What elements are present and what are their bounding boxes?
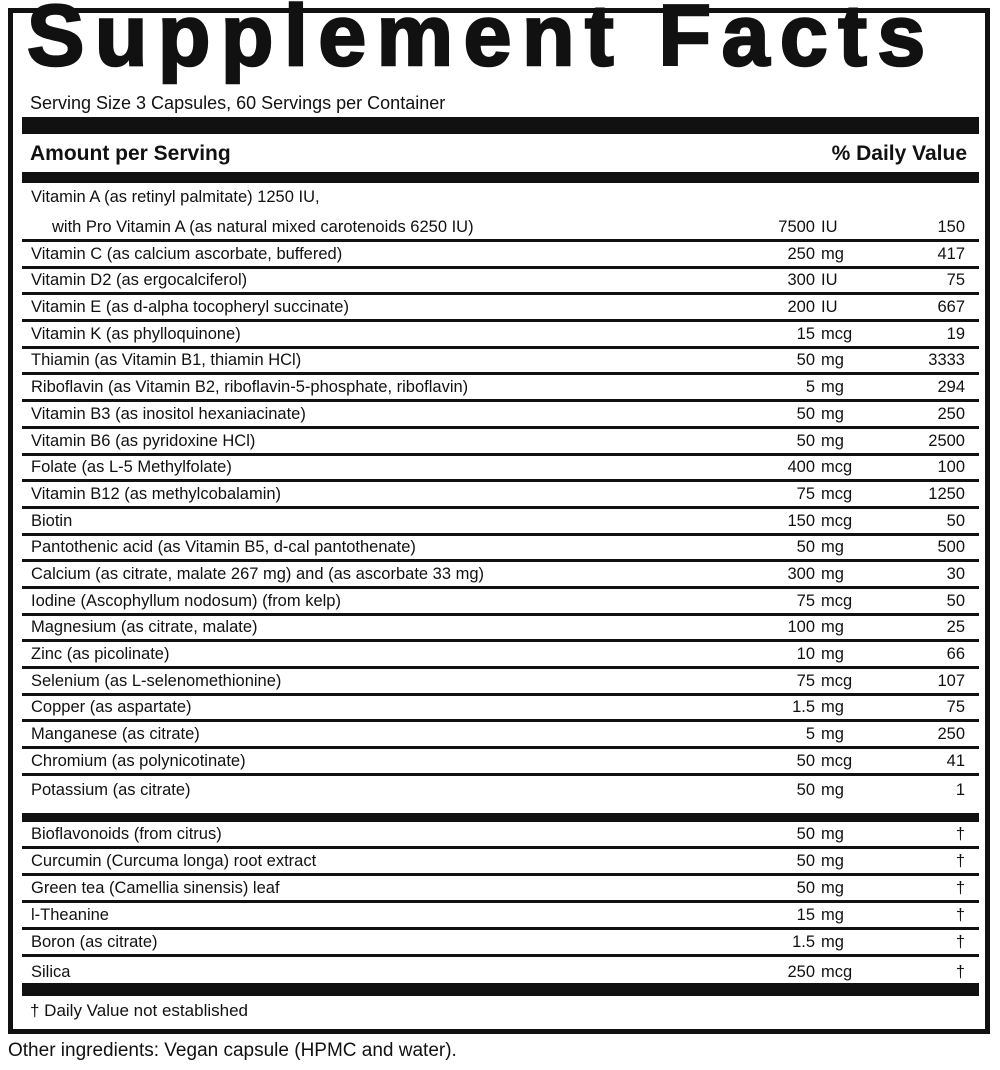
- nutrient-amount: 300: [787, 271, 815, 290]
- nutrient-unit: mg: [821, 879, 844, 897]
- nutrient-row: [22, 349, 979, 376]
- nutrient-daily-value: 150: [937, 218, 965, 236]
- nutrient-unit: mcg: [821, 484, 853, 503]
- nutrient-name: Biotin: [31, 511, 73, 530]
- nutrient-daily-value: †: [955, 906, 965, 924]
- nutrient-row: [22, 776, 979, 803]
- nutrient-amount: 75: [796, 484, 815, 503]
- nutrient-daily-value: †: [955, 852, 965, 870]
- other-ingredients: Other ingredients: Vegan capsule (HPMC and water).: [8, 1040, 457, 1061]
- nutrient-amount: 200: [787, 298, 815, 317]
- nutrient-amount: 15: [796, 324, 815, 343]
- nutrient-name: Manganese (as citrate): [31, 725, 200, 744]
- nutrient-amount: 250: [787, 244, 815, 263]
- nutrient-amount: 5: [805, 378, 815, 397]
- nutrient-unit: mcg: [821, 324, 853, 343]
- nutrient-amount: 50: [796, 351, 815, 370]
- nutrient-amount: 50: [796, 852, 815, 870]
- nutrient-name: Vitamin D2 (as ergocalciferol): [31, 271, 248, 290]
- thick-divider: [22, 813, 979, 822]
- nutrient-name: Thiamin (as Vitamin B1, thiamin HCl): [31, 351, 302, 370]
- nutrient-row: [22, 696, 979, 723]
- nutrient-unit: IU: [821, 298, 838, 317]
- nutrient-daily-value: 50: [946, 591, 965, 610]
- nutrient-name: Vitamin K (as phylloquinone): [31, 324, 241, 343]
- nutrient-row: [22, 536, 979, 563]
- nutrient-unit: mg: [821, 781, 844, 800]
- nutrient-row: [22, 722, 979, 749]
- nutrient-name: Magnesium (as citrate, malate): [31, 618, 258, 637]
- nutrient-unit: mg: [821, 825, 844, 843]
- nutrient-amount: 300: [787, 564, 815, 583]
- daily-value-header: % Daily Value: [831, 142, 967, 165]
- nutrient-amount: 400: [787, 458, 815, 477]
- nutrient-daily-value: 100: [937, 458, 965, 477]
- nutrient-name: l-Theanine: [31, 906, 109, 924]
- nutrient-row: [22, 642, 979, 669]
- nutrient-unit: mg: [821, 852, 844, 870]
- nutrient-unit: mg: [821, 378, 844, 397]
- nutrient-amount: 250: [787, 963, 815, 981]
- thick-divider: [22, 117, 979, 134]
- nutrient-row: [22, 616, 979, 643]
- nutrient-daily-value: 75: [946, 698, 965, 717]
- nutrient-row: [22, 509, 979, 536]
- nutrient-name: Curcumin (Curcuma longa) root extract: [31, 852, 317, 870]
- nutrient-unit: mg: [821, 645, 844, 663]
- nutrient-name: Vitamin B12 (as methylcobalamin): [31, 484, 282, 503]
- nutrient-unit: IU: [821, 271, 838, 290]
- nutrient-row: [22, 562, 979, 589]
- nutrient-daily-value: 66: [946, 645, 965, 663]
- nutrient-name: Iodine (Ascophyllum nodosum) (from kelp): [31, 591, 341, 610]
- nutrient-name-line2: with Pro Vitamin A (as natural mixed carotenoids 6250 IU): [52, 218, 474, 236]
- nutrient-amount: 50: [796, 431, 815, 450]
- nutrient-amount: 10: [796, 645, 815, 663]
- nutrient-daily-value: 1250: [928, 484, 965, 503]
- nutrient-daily-value: 41: [946, 751, 965, 770]
- nutrient-amount: 75: [796, 671, 815, 690]
- supplement-facts-panel: [8, 0, 990, 1034]
- amount-per-serving-header: Amount per Serving: [30, 142, 231, 165]
- nutrient-amount: 15: [796, 906, 815, 924]
- nutrient-daily-value: †: [955, 879, 965, 897]
- nutrient-unit: mg: [821, 618, 844, 637]
- nutrient-daily-value: 250: [937, 725, 965, 744]
- nutrient-name: Bioflavonoids (from citrus): [31, 825, 222, 843]
- nutrient-row: [22, 375, 979, 402]
- nutrient-unit: mg: [821, 933, 844, 951]
- nutrient-table: [22, 185, 979, 802]
- nutrient-amount: 5: [805, 725, 815, 744]
- nutrient-daily-value: 417: [937, 244, 965, 263]
- nutrient-row: [22, 903, 979, 930]
- nutrient-amount: 1.5: [792, 698, 815, 717]
- nutrient-unit: mcg: [821, 591, 853, 610]
- nutrient-row: [22, 456, 979, 483]
- nutrient-amount: 50: [796, 879, 815, 897]
- nutrient-amount: 150: [787, 511, 815, 530]
- nutrient-name: Copper (as aspartate): [31, 698, 192, 717]
- nutrient-amount: 50: [796, 751, 815, 770]
- nutrient-unit: mg: [821, 725, 844, 744]
- nutrient-name: Selenium (as L-selenomethionine): [31, 671, 282, 690]
- nutrient-row: [22, 749, 979, 776]
- nutrient-name: Zinc (as picolinate): [31, 645, 170, 663]
- nutrient-row: [22, 322, 979, 349]
- nutrient-daily-value: 294: [937, 378, 965, 397]
- nutrient-name: Vitamin B3 (as inositol hexaniacinate): [31, 404, 306, 423]
- nutrient-name: Vitamin A (as retinyl palmitate) 1250 IU,: [31, 188, 320, 206]
- nutrient-unit: mcg: [821, 671, 853, 690]
- nutrient-name: Boron (as citrate): [31, 933, 158, 951]
- nutrient-amount: 50: [796, 781, 815, 800]
- nutrient-row: [22, 269, 979, 296]
- nutrient-amount: 1.5: [792, 933, 815, 951]
- nutrient-unit: mcg: [821, 458, 853, 477]
- nutrient-name: Vitamin B6 (as pyridoxine HCl): [31, 431, 256, 450]
- nutrient-row: [22, 242, 979, 269]
- nutrient-unit: mg: [821, 538, 844, 557]
- nutrient-amount: 50: [796, 404, 815, 423]
- nutrient-daily-value: 30: [946, 564, 965, 583]
- nutrient-unit: mg: [821, 906, 844, 924]
- serving-size: Serving Size 3 Capsules, 60 Servings per Container: [30, 93, 446, 113]
- nutrient-unit: mg: [821, 244, 844, 263]
- nutrient-daily-value: 250: [937, 404, 965, 423]
- nutrient-row: [22, 822, 979, 849]
- nutrient-amount: 7500: [778, 218, 815, 236]
- nutrient-amount: 100: [787, 618, 815, 637]
- nutrient-row: [22, 876, 979, 903]
- other-ingredients-table: [22, 822, 979, 984]
- nutrient-row: [22, 849, 979, 876]
- nutrient-name: Calcium (as citrate, malate 267 mg) and (as ascorbate 33 mg): [31, 564, 485, 583]
- nutrient-name: Pantothenic acid (as Vitamin B5, d-cal pantothenate): [31, 538, 416, 557]
- nutrient-unit: mg: [821, 564, 844, 583]
- thick-divider: [22, 172, 979, 183]
- thick-divider: [22, 983, 979, 996]
- nutrient-daily-value: 667: [937, 298, 965, 317]
- footnote: † Daily Value not established: [30, 1001, 248, 1020]
- nutrient-unit: mg: [821, 431, 844, 450]
- nutrient-unit: mg: [821, 404, 844, 423]
- panel-title: Supplement Facts: [27, 0, 936, 84]
- nutrient-daily-value: 50: [946, 511, 965, 530]
- nutrient-daily-value: †: [955, 933, 965, 951]
- nutrient-unit: mg: [821, 351, 844, 370]
- nutrient-name: Chromium (as polynicotinate): [31, 751, 246, 770]
- nutrient-amount: 50: [796, 538, 815, 557]
- nutrient-unit: mcg: [821, 511, 853, 530]
- nutrient-row: [22, 482, 979, 509]
- nutrient-row: [22, 589, 979, 616]
- nutrient-daily-value: †: [955, 825, 965, 843]
- nutrient-row: [22, 930, 979, 957]
- nutrient-row: [22, 295, 979, 322]
- nutrient-row-vitamin-a: [22, 185, 979, 242]
- nutrient-row: [22, 957, 979, 984]
- nutrient-name: Potassium (as citrate): [31, 781, 191, 800]
- nutrient-unit: mg: [821, 698, 844, 717]
- nutrient-daily-value: 3333: [928, 351, 965, 370]
- nutrient-daily-value: 25: [946, 618, 965, 637]
- nutrient-row: [22, 669, 979, 696]
- nutrient-daily-value: 75: [946, 271, 965, 290]
- nutrient-unit: mcg: [821, 963, 853, 981]
- nutrient-daily-value: 2500: [928, 431, 965, 450]
- nutrient-daily-value: †: [955, 963, 965, 981]
- nutrient-name: Vitamin E (as d-alpha tocopheryl succinate): [31, 298, 349, 317]
- nutrient-daily-value: 19: [946, 324, 965, 343]
- nutrient-daily-value: 1: [955, 781, 965, 800]
- nutrient-name: Folate (as L-5 Methylfolate): [31, 458, 232, 477]
- nutrient-amount: 75: [796, 591, 815, 610]
- nutrient-daily-value: 500: [937, 538, 965, 557]
- nutrient-daily-value: 107: [937, 671, 965, 690]
- nutrient-row: [22, 402, 979, 429]
- nutrient-unit: IU: [821, 218, 838, 236]
- nutrient-row: [22, 429, 979, 456]
- nutrient-name: Silica: [31, 963, 71, 981]
- nutrient-unit: mcg: [821, 751, 853, 770]
- nutrient-name: Riboflavin (as Vitamin B2, riboflavin-5-phosphate, riboflavin): [31, 378, 469, 397]
- nutrient-name: Green tea (Camellia sinensis) leaf: [31, 879, 280, 897]
- nutrient-name: Vitamin C (as calcium ascorbate, buffered): [31, 244, 343, 263]
- nutrient-amount: 50: [796, 825, 815, 843]
